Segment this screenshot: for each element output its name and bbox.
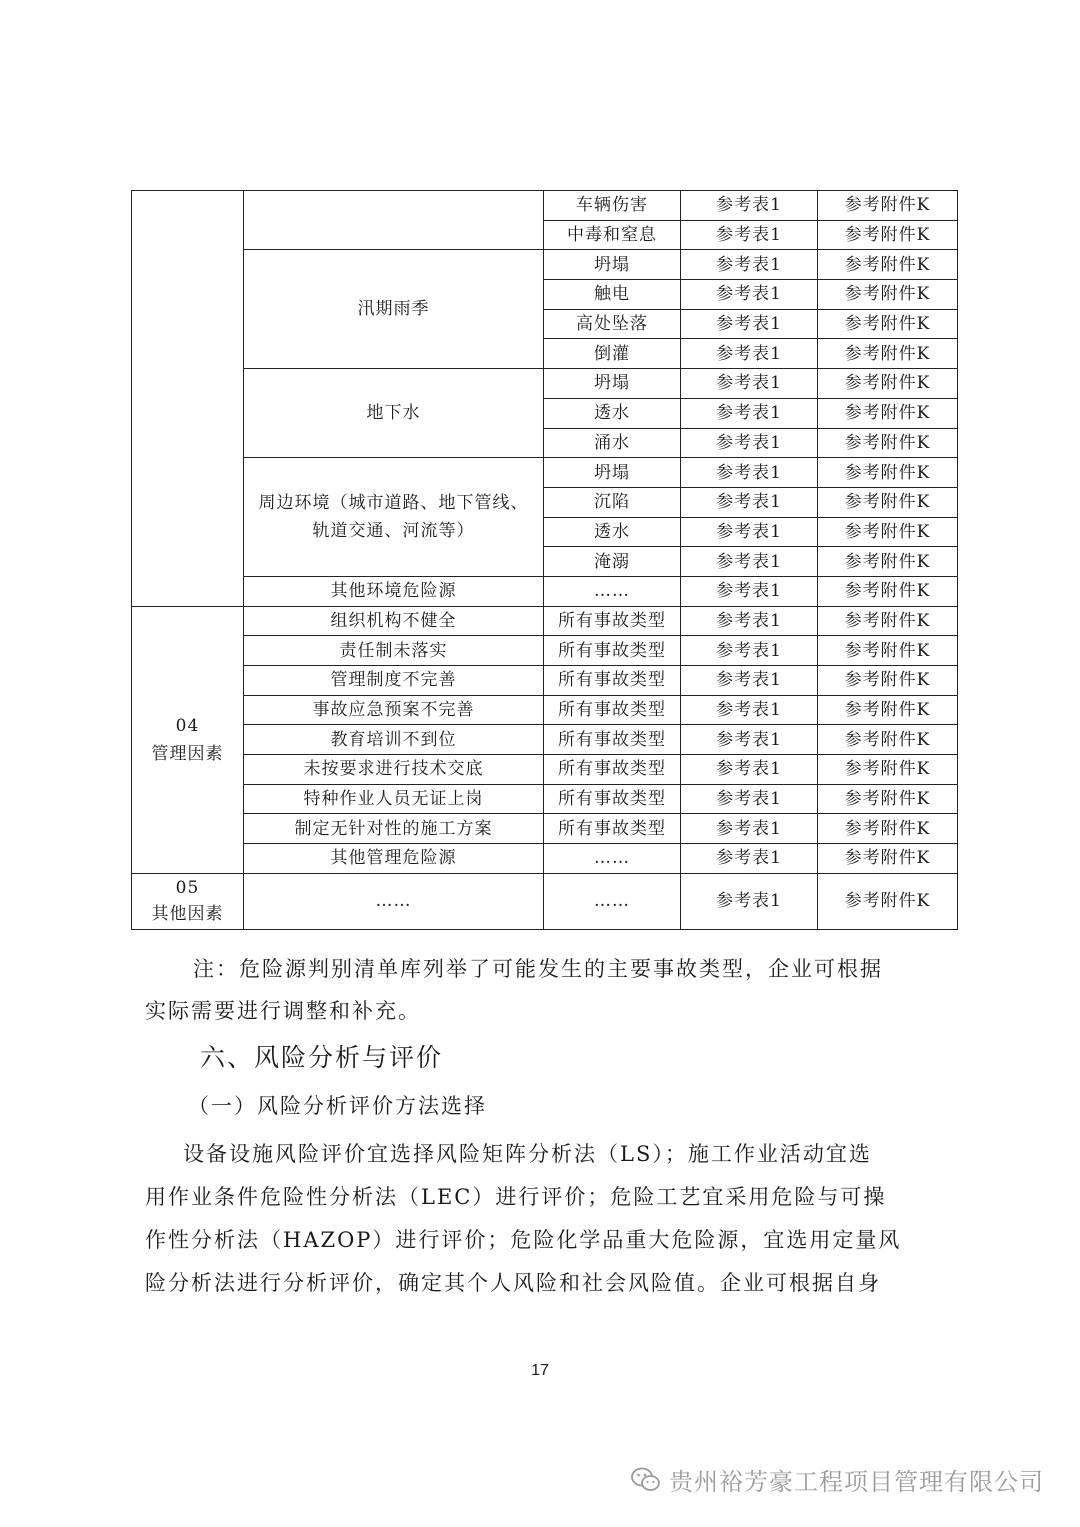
note-line: 实际需要进行调整和补充。 xyxy=(145,999,421,1023)
table-row xyxy=(132,576,958,606)
accident-type-cell: 所有事故类型 xyxy=(544,755,681,785)
ref-table-cell: 参考表1 xyxy=(681,636,818,666)
ref-annex-cell: 参考附件K xyxy=(818,369,958,399)
source-cell xyxy=(244,458,544,577)
table-row xyxy=(132,814,958,844)
ref-table-cell: 参考表1 xyxy=(681,576,818,606)
ref-annex-cell: 参考附件K xyxy=(818,339,958,369)
hazard-source-table xyxy=(131,190,958,930)
accident-type-cell: 所有事故类型 xyxy=(544,784,681,814)
accident-type-cell: 透水 xyxy=(544,517,681,547)
source-cell: …… xyxy=(244,873,544,929)
category-number: 05 xyxy=(175,878,200,899)
accident-type-cell: 坍塌 xyxy=(544,369,681,399)
source-cell: 责任制未落实 xyxy=(244,636,544,666)
accident-type-cell: 车辆伤害 xyxy=(544,191,681,221)
ref-table-cell: 参考表1 xyxy=(681,220,818,250)
section-heading: 六、风险分析与评价 xyxy=(200,1043,444,1072)
accident-type-cell: …… xyxy=(544,844,681,874)
accident-type-cell: 坍塌 xyxy=(544,250,681,280)
paragraph-line: 险分析法进行分析评价，确定其个人风险和社会风险值。企业可根据自身 xyxy=(145,1271,881,1295)
table-row xyxy=(132,636,958,666)
ref-table-cell: 参考表1 xyxy=(681,814,818,844)
ref-annex-cell: 参考附件K xyxy=(818,487,958,517)
table-row xyxy=(132,725,958,755)
table-note xyxy=(145,948,945,1032)
ref-annex-cell: 参考附件K xyxy=(818,606,958,636)
source-cell: 未按要求进行技术交底 xyxy=(244,755,544,785)
paragraph-line: 用作业条件危险性分析法（LEC）进行评价；危险工艺宜采用危险与可操 xyxy=(145,1185,887,1209)
source-cell: 管理制度不完善 xyxy=(244,666,544,696)
body-paragraph xyxy=(145,1133,945,1305)
ref-annex-cell: 参考附件K xyxy=(818,576,958,606)
accident-type-cell: 中毒和窒息 xyxy=(544,220,681,250)
source-cell: 制定无针对性的施工方案 xyxy=(244,814,544,844)
ref-annex-cell: 参考附件K xyxy=(818,666,958,696)
category-cell-other xyxy=(132,873,244,929)
ref-table-cell: 参考表1 xyxy=(681,547,818,577)
ref-annex-cell: 参考附件K xyxy=(818,309,958,339)
table-row xyxy=(132,369,958,399)
accident-type-cell: …… xyxy=(544,873,681,929)
table-row xyxy=(132,695,958,725)
accident-type-cell: 所有事故类型 xyxy=(544,725,681,755)
ref-table-cell: 参考表1 xyxy=(681,666,818,696)
ref-annex-cell: 参考附件K xyxy=(818,428,958,458)
source-cell: 地下水 xyxy=(244,369,544,458)
ref-table-cell: 参考表1 xyxy=(681,428,818,458)
ref-table-cell: 参考表1 xyxy=(681,784,818,814)
category-cell-env xyxy=(132,191,244,607)
accident-type-cell: 所有事故类型 xyxy=(544,666,681,696)
accident-type-cell: 触电 xyxy=(544,280,681,310)
paragraph-line: 设备设施风险评价宜选择风险矩阵分析法（LS）；施工作业活动宜选 xyxy=(183,1142,872,1166)
ref-table-cell: 参考表1 xyxy=(681,725,818,755)
source-line: 轨道交通、河流等） xyxy=(312,521,475,542)
ref-annex-cell: 参考附件K xyxy=(818,280,958,310)
table-row xyxy=(132,873,958,929)
category-name: 管理因素 xyxy=(151,743,224,764)
ref-table-cell: 参考表1 xyxy=(681,517,818,547)
ref-annex-cell: 参考附件K xyxy=(818,844,958,874)
accident-type-cell: 涌水 xyxy=(544,428,681,458)
source-line: 周边环境（城市道路、地下管线、 xyxy=(258,493,529,514)
paragraph-line: 作性分析法（HAZOP）进行评价；危险化学品重大危险源，宜选用定量风 xyxy=(145,1228,902,1252)
table-row xyxy=(132,784,958,814)
note-line: 注：危险源判别清单库列举了可能发生的主要事故类型，企业可根据 xyxy=(193,957,883,981)
accident-type-cell: 沉陷 xyxy=(544,487,681,517)
accident-type-cell: …… xyxy=(544,576,681,606)
watermark xyxy=(631,1462,1044,1497)
ref-annex-cell: 参考附件K xyxy=(818,755,958,785)
ref-annex-cell: 参考附件K xyxy=(818,636,958,666)
source-cell: 汛期雨季 xyxy=(244,250,544,369)
watermark-text: 贵州裕芳豪工程项目管理有限公司 xyxy=(669,1468,1044,1496)
ref-table-cell: 参考表1 xyxy=(681,487,818,517)
accident-type-cell: 倒灌 xyxy=(544,339,681,369)
table-row xyxy=(132,250,958,280)
accident-type-cell: 所有事故类型 xyxy=(544,636,681,666)
ref-annex-cell: 参考附件K xyxy=(818,784,958,814)
ref-table-cell: 参考表1 xyxy=(681,309,818,339)
accident-type-cell: 坍塌 xyxy=(544,458,681,488)
accident-type-cell: 高处坠落 xyxy=(544,309,681,339)
ref-annex-cell: 参考附件K xyxy=(818,725,958,755)
table-row xyxy=(132,666,958,696)
ref-table-cell: 参考表1 xyxy=(681,606,818,636)
table-row xyxy=(132,458,958,488)
accident-type-cell: 淹溺 xyxy=(544,547,681,577)
page-number: 17 xyxy=(531,1362,549,1379)
ref-annex-cell: 参考附件K xyxy=(818,398,958,428)
ref-annex-cell: 参考附件K xyxy=(818,695,958,725)
ref-annex-cell: 参考附件K xyxy=(818,547,958,577)
ref-table-cell: 参考表1 xyxy=(681,369,818,399)
ref-table-cell: 参考表1 xyxy=(681,695,818,725)
ref-table-cell: 参考表1 xyxy=(681,873,818,929)
source-cell: 组织机构不健全 xyxy=(244,606,544,636)
source-cell: 其他管理危险源 xyxy=(244,844,544,874)
ref-annex-cell: 参考附件K xyxy=(818,250,958,280)
ref-table-cell: 参考表1 xyxy=(681,191,818,221)
ref-table-cell: 参考表1 xyxy=(681,280,818,310)
category-number: 04 xyxy=(175,715,200,736)
subsection-heading: （一）风险分析评价方法选择 xyxy=(188,1094,487,1118)
ref-annex-cell: 参考附件K xyxy=(818,517,958,547)
wechat-icon xyxy=(631,1467,661,1493)
source-cell: 特种作业人员无证上岗 xyxy=(244,784,544,814)
ref-table-cell: 参考表1 xyxy=(681,339,818,369)
category-name: 其他因素 xyxy=(151,904,224,925)
ref-table-cell: 参考表1 xyxy=(681,250,818,280)
source-cell: 教育培训不到位 xyxy=(244,725,544,755)
source-cell: 事故应急预案不完善 xyxy=(244,695,544,725)
accident-type-cell: 透水 xyxy=(544,398,681,428)
ref-table-cell: 参考表1 xyxy=(681,458,818,488)
accident-type-cell: 所有事故类型 xyxy=(544,606,681,636)
ref-annex-cell: 参考附件K xyxy=(818,873,958,929)
table-row xyxy=(132,606,958,636)
ref-annex-cell: 参考附件K xyxy=(818,458,958,488)
table-row xyxy=(132,191,958,221)
source-cell-blank xyxy=(244,191,544,250)
ref-annex-cell: 参考附件K xyxy=(818,220,958,250)
ref-table-cell: 参考表1 xyxy=(681,398,818,428)
table-row xyxy=(132,755,958,785)
ref-table-cell: 参考表1 xyxy=(681,755,818,785)
ref-annex-cell: 参考附件K xyxy=(818,814,958,844)
accident-type-cell: 所有事故类型 xyxy=(544,695,681,725)
table-row xyxy=(132,844,958,874)
ref-annex-cell: 参考附件K xyxy=(818,191,958,221)
ref-table-cell: 参考表1 xyxy=(681,844,818,874)
accident-type-cell: 所有事故类型 xyxy=(544,814,681,844)
category-cell-management xyxy=(132,606,244,873)
source-cell: 其他环境危险源 xyxy=(244,576,544,606)
